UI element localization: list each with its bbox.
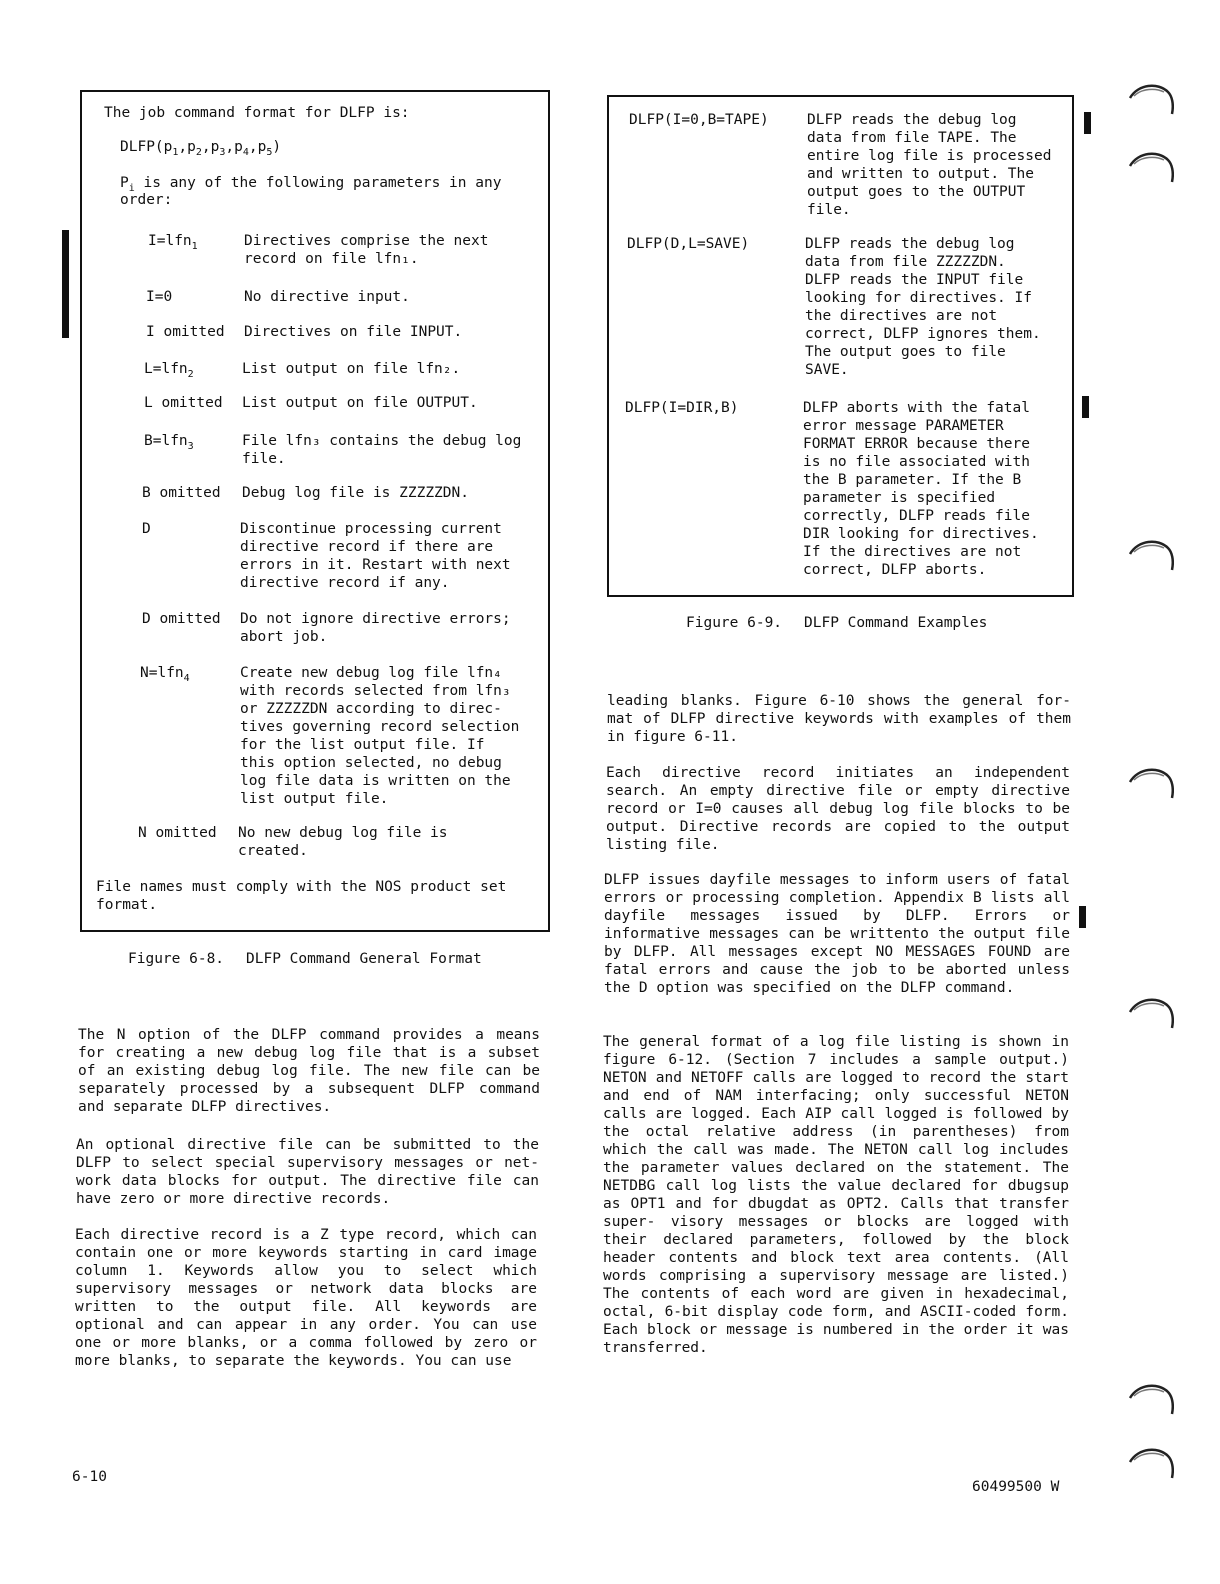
fig68-footer-note: File names must comply with the NOS product set format. bbox=[96, 879, 507, 913]
binder-hole-shadow-icon bbox=[1128, 1442, 1174, 1482]
document-number: 60499500 W bbox=[972, 1479, 1060, 1495]
page-number: 6-10 bbox=[72, 1469, 107, 1485]
fig68-intro: The job command format for DLFP is: bbox=[104, 105, 410, 121]
revision-bar bbox=[1084, 112, 1091, 134]
binder-hole-shadow-icon bbox=[1128, 992, 1174, 1032]
body-paragraph: The general format of a log file listing is shown in figure 6-12. (Section 7 includes a sample output.) NETON and NETOFF calls are logged to record the start and end of NAM interfacing; only successful NETON calls are logged. Each AIP call logged is followed by the octal relative address (in parentheses) from which the call was made. The NETON call log includes the parameter values declared on the statement. The NETDBG call log lists the value declared for dbugsup as OPT1 and for dbugdat as OPT2. Calls that transfer super- visory messages or blocks are logged with their declared parameters, followed by the block header contents and block text area contents. (All words comprising a supervisory message are listed.) The contents of each word are given in hexadecimal, octal, 6-bit display code form, and ASCII-coded form. Each block or message is numbered in the order it was transferred. bbox=[603, 1034, 1069, 1356]
body-paragraph: An optional directive file can be submitted to the DLFP to select special supervisory messages or net- work data blocks for output. The directive file can have zero or more directive records. bbox=[76, 1137, 539, 1207]
body-paragraph: leading blanks. Figure 6-10 shows the general for- mat of DLFP directive keywords with examples of them in figure 6-11. bbox=[607, 693, 1071, 745]
figure-6-8-caption: Figure 6-8. DLFP Command General Format bbox=[128, 951, 482, 967]
binder-hole-shadow-icon bbox=[1128, 762, 1174, 802]
revision-bar bbox=[1079, 906, 1086, 928]
figure-6-9-box: DLFP(I=0,B=TAPE) DLFP reads the debug log data from file TAPE. The entire log file is processed and written to output. The output goes to the OUTPUT file. DLFP(D,L=SAVE) DLFP reads the debug log data from file ZZZZZDN. DLFP reads the INPUT file looking for directives. If the directives are not correct, DLFP ignores them. The output goes to file SAVE. DLFP(I=DIR,B) DLFP aborts with the fatal error message PARAMETER FORMAT ERROR because there is no file associated with the B parameter. If the B parameter is specified correctly, DLFP reads file DIR looking for directives. If the directives are not correct, DLFP aborts. bbox=[607, 95, 1074, 597]
fig68-pi-line: $P_i$ is any of the following parameters in any bbox=[120, 175, 502, 194]
fig68-syntax: $DLFP(p_1,p_2,p_3,p_4,p_5)$ bbox=[120, 139, 282, 158]
binder-hole-shadow-icon bbox=[1128, 534, 1174, 574]
binder-hole-shadow-icon bbox=[1128, 146, 1174, 186]
binder-hole-shadow-icon bbox=[1128, 1378, 1174, 1418]
figure-6-9-caption: Figure 6-9. DLFP Command Examples bbox=[686, 615, 988, 631]
revision-bar bbox=[62, 230, 69, 338]
body-paragraph: Each directive record is a Z type record, which can contain one or more keywords starting in card image column 1. Keywords allow you to select which supervisory messages or network data blocks are written to the output file. All keywords are optional and can appear in any order. You can use one or more blanks, or a comma followed by zero or more blanks, to separate the keywords. You can use bbox=[75, 1227, 537, 1369]
body-paragraph: DLFP issues dayfile messages to inform users of fatal errors or processing completion. Appendix B lists all dayfile messages issued by DLFP. Errors or informative messages can be writtento the output file by DLFP. All messages except NO MESSAGES FOUND are fatal errors and cause the job to be aborted unless the D option was specified on the DLFP command. bbox=[604, 872, 1070, 996]
revision-bar bbox=[1082, 396, 1089, 418]
body-paragraph: Each directive record initiates an independent search. An empty directive file or empty directive record or I=0 causes all debug log file blocks to be output. Directive records are copied to the output listing file. bbox=[606, 765, 1070, 853]
figure-6-8-box: The job command format for DLFP is: $DLFP(p_1,p_2,p_3,p_4,p_5)$ $P_i$ is any of the following parameters in any order: I=lfn$_1$ Directives comprise the next record on file lfn₁. I=0 No directive input. I omitted Directives on file INPUT. L=lfn$_2$ List output on file lfn₂. L omitted List output on file OUTPUT. B=lfn$_3$ File lfn₃ contains the debug log file. B omitted Debug log file is ZZZZZDN. D Discontinue processing current directive record if there are errors in it. Restart with next directive record if any. D omitted Do not ignore directive errors; abort job. N=lfn$_4$ Create new debug log file lfn₄ with records selected from lfn₃ or ZZZZZDN according to direc- tives governing record selection for the list output file. If this option selected, no debug log file data is written on the list output file. N omitted No new debug log file is created. File names must comply with the NOS product set format. bbox=[80, 90, 550, 932]
binder-hole-shadow-icon bbox=[1128, 78, 1174, 118]
fig68-pi-line2: order: bbox=[120, 192, 173, 208]
body-paragraph: The N option of the DLFP command provides a means for creating a new debug log file that is a subset of an existing debug log file. The new file can be separately processed by a subsequent DLFP command and separate DLFP directives. bbox=[78, 1027, 540, 1115]
